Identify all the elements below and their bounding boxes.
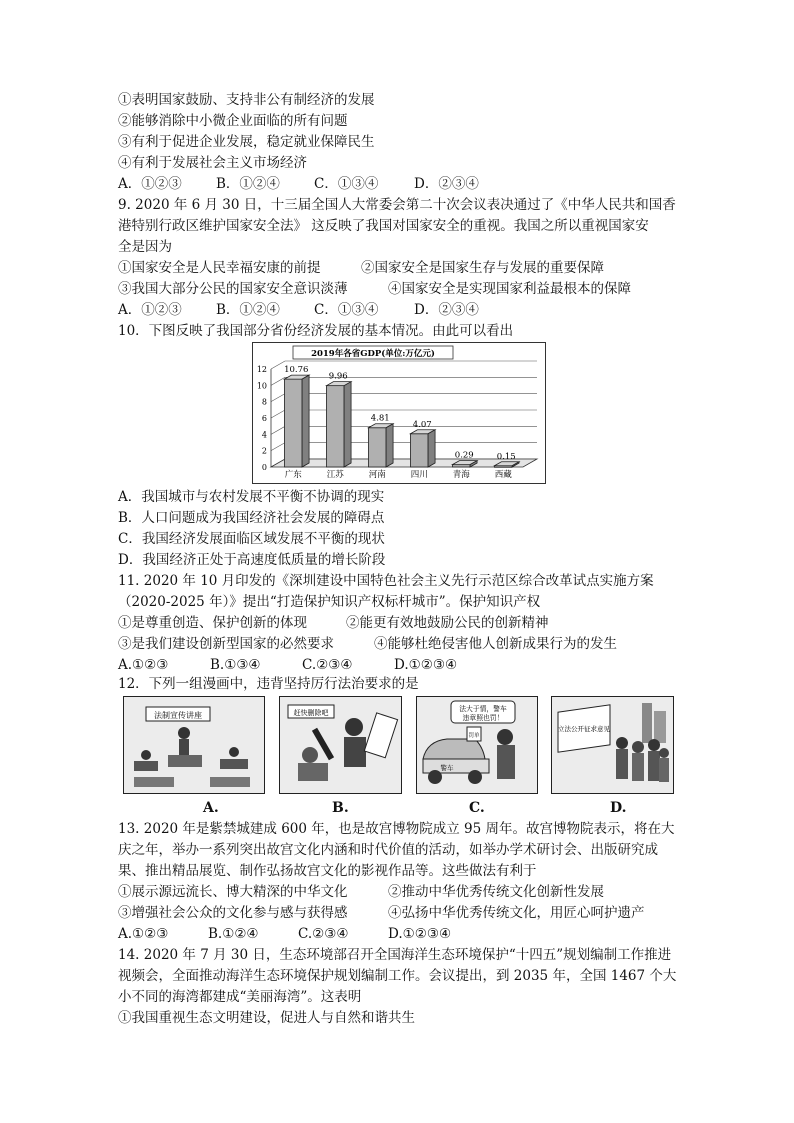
x-tick-label: 四川 <box>410 470 428 480</box>
q8-statement-1: ①表明国家鼓励、支持非公有制经济的发展 <box>118 92 375 108</box>
value-label: 10.76 <box>284 365 309 376</box>
bar <box>410 430 435 467</box>
cartoon-b-drawing <box>280 697 401 793</box>
q14-stem-line-2: 视频会，全面推动海洋生态环境保护规划编制工作。会议提出，到 2035 年，全国 1467 个大 <box>118 968 677 984</box>
q13-stem-line-1: 13. 2020 年是紫禁城建成 600 年，也是故宫博物院成立 95 周年。故宫博物院表示，将在大 <box>118 821 675 837</box>
cartoon-c <box>416 696 538 794</box>
bar-side <box>344 382 351 467</box>
q8-option-c: C．①③④ <box>314 176 379 192</box>
q11-stem-line-2: （2020-2025 年）》提出“打造保护知识产权标杆城市”。保护知识产权 <box>118 594 541 610</box>
bar-front <box>284 379 302 467</box>
bar-side <box>386 424 393 467</box>
bar <box>368 424 393 467</box>
x-tick-label: 青海 <box>452 470 470 480</box>
cartoon-c-car-label: 警车 <box>440 764 454 772</box>
cartoon-c-ticket-label: 罚单 <box>468 733 480 739</box>
cartoon-a-drawing <box>124 697 264 793</box>
y-tick-label: 2 <box>261 446 267 456</box>
bar <box>284 375 309 467</box>
cartoon-b-label: B. <box>332 800 349 816</box>
grid-line <box>271 410 537 418</box>
q9-statement-3: ③我国大部分公民的国家安全意识淡薄 <box>118 281 348 297</box>
q13-statements-row-1 <box>118 883 604 901</box>
q9-option-d: D．②③④ <box>414 302 479 318</box>
q11-option-d: D.①②③④ <box>394 657 458 673</box>
y-tick-label: 4 <box>261 430 267 440</box>
q9-stem-line-2: 港特别行政区维护国家安全法》 这反映了我国对国家安全的重视。我国之所以重视国家安 <box>118 218 649 234</box>
q13-option-b: B.①②④ <box>208 926 259 942</box>
q14-stem-line-3: 小不同的海湾都建成“美丽海湾”。这表明 <box>118 989 362 1005</box>
bar-side <box>428 430 435 467</box>
q11-option-c: C.②③④ <box>302 657 353 673</box>
q9-option-a: A．①②③ <box>118 302 182 318</box>
cartoon-c-label: C. <box>469 800 485 816</box>
cartoon-a-label: A. <box>203 800 219 816</box>
q8-option-a: A．①②③ <box>118 176 182 192</box>
q9-stem-line-1: 9. 2020 年 6 月 30 日，十三届全国人大常委会第二十次会议表决通过了《中华人民共和国香 <box>118 197 676 213</box>
cartoon-d-label: D. <box>610 800 627 816</box>
bar-front <box>368 428 386 467</box>
y-tick-label: 12 <box>256 365 267 374</box>
q13-option-d: D.①②③④ <box>388 926 452 942</box>
q10-option-c: C．我国经济发展面临区域发展不平衡的现状 <box>118 531 385 547</box>
grid-line <box>271 361 537 369</box>
q14-stem-line-1: 14. 2020 年 7 月 30 日，生态环境部召开全国海洋生态环境保护“十四五”规划编制工作推进 <box>118 947 672 963</box>
q8-statement-3: ③有利于促进企业发展，稳定就业保障民生 <box>118 134 375 150</box>
q11-statement-2: ②能更有效地鼓励公民的创新精神 <box>346 615 549 631</box>
q8-statement-2: ②能够消除中小微企业面临的所有问题 <box>118 113 348 129</box>
q13-stem-line-2: 庆之年，举办一系列突出故宫文化内涵和时代价值的活动，如举办学术研讨会、出版研究成 <box>118 842 658 858</box>
q9-options <box>118 301 479 319</box>
y-tick-label: 8 <box>261 397 267 407</box>
q12-stem: 12．下列一组漫画中，违背坚持厉行法治要求的是 <box>118 676 419 692</box>
cartoon-a-sign: 法制宣传讲座 <box>154 711 202 720</box>
q11-option-b: B.①③④ <box>210 657 261 673</box>
cartoon-c-bubble-line-1: 法大于情，警车 <box>459 705 507 713</box>
q11-statement-1: ①是尊重创造、保护创新的体现 <box>118 615 307 631</box>
q9-statement-1: ①国家安全是人民幸福安康的前提 <box>118 260 321 276</box>
x-tick-label: 西藏 <box>494 470 512 480</box>
gdp-chart <box>252 342 546 484</box>
value-label: 4.81 <box>370 413 390 424</box>
q13-options <box>118 925 451 943</box>
grid-line <box>271 394 537 402</box>
cartoon-d-drawing <box>552 697 673 793</box>
grid-line <box>271 426 537 434</box>
q9-statement-2: ②国家安全是国家生存与发展的重要保障 <box>361 260 604 276</box>
q13-statements-row-2 <box>118 904 645 922</box>
q11-options <box>118 656 457 674</box>
x-tick-label: 广东 <box>284 470 302 480</box>
q8-option-d: D．②③④ <box>414 176 479 192</box>
q9-option-b: B．①②④ <box>216 302 280 318</box>
q11-statement-3: ③是我们建设创新型国家的必然要求 <box>118 636 334 652</box>
y-tick-label: 0 <box>261 463 267 472</box>
q9-statement-4: ④国家安全是实现国家利益最根本的保障 <box>388 281 631 297</box>
y-tick-label: 6 <box>261 414 267 423</box>
chart-x-ticks <box>285 469 513 480</box>
q8-options <box>118 175 479 193</box>
q13-stem-line-3: 果、推出精品展览、制作弘扬故宫文化的影视作品等。这些做法有利于 <box>118 863 537 879</box>
x-tick-label: 河南 <box>368 470 386 480</box>
q10-option-d: D．我国经济正处于高速度低质量的增长阶段 <box>118 552 386 568</box>
chart-y-ticks <box>257 365 267 472</box>
chart-title: 2019年各省GDP(单位:万亿元) <box>311 349 435 359</box>
grid-line <box>271 443 537 451</box>
q8-statement-4: ④有利于发展社会主义市场经济 <box>118 155 307 171</box>
value-label: 0.29 <box>454 450 474 461</box>
value-label: 4.07 <box>412 419 432 430</box>
q9-stem-line-3: 全是因为 <box>118 239 172 255</box>
chart-bars <box>284 375 519 467</box>
officer-figure <box>345 718 363 736</box>
y-tick-label: 10 <box>256 381 267 391</box>
value-label: 9.96 <box>328 371 348 382</box>
q13-statement-3: ③增强社会公众的文化参与感与获得感 <box>118 905 348 921</box>
traffic-officer-figure <box>497 729 513 745</box>
cartoon-b-sign: 赶快删除吧 <box>293 709 329 717</box>
x-tick-label: 江苏 <box>326 470 344 480</box>
q10-option-b: B．人口问题成为我国经济社会发展的障碍点 <box>118 510 385 526</box>
lecturer-figure <box>178 727 190 739</box>
q8-option-b: B．①②④ <box>216 176 280 192</box>
bar-front <box>410 434 428 467</box>
q13-statement-4: ④弘扬中华优秀传统文化，用匠心呵护遗产 <box>388 905 645 921</box>
cartoon-d <box>551 696 674 794</box>
q9-option-c: C．①③④ <box>314 302 379 318</box>
cartoon-c-bubble-line-2: 违章照也罚！ <box>462 714 504 722</box>
cartoon-b <box>279 696 402 794</box>
q11-statement-4: ④能够杜绝侵害他人创新成果行为的发生 <box>374 636 617 652</box>
q13-statement-1: ①展示源远流长、博大精深的中华文化 <box>118 884 348 900</box>
bar-side <box>302 375 309 467</box>
q10-option-a: A．我国城市与农村发展不平衡不协调的现实 <box>118 489 385 505</box>
q11-statements-row-1 <box>118 614 549 632</box>
cartoon-a <box>123 696 265 794</box>
cartoon-c-drawing <box>417 697 537 793</box>
q13-statement-2: ②推动中华优秀传统文化创新性发展 <box>388 884 604 900</box>
gdp-chart-svg <box>253 343 545 483</box>
q14-statement-1: ①我国重视生态文明建设，促进人与自然和谐共生 <box>118 1010 415 1026</box>
cartoon-d-sign: 立法公开征求意见 <box>558 725 610 733</box>
grid-line <box>271 377 537 385</box>
q9-statements-row-2 <box>118 280 631 298</box>
q11-option-a: A.①②③ <box>118 657 169 673</box>
bar-front <box>326 386 344 467</box>
q13-option-a: A.①②③ <box>118 926 169 942</box>
q11-statements-row-2 <box>118 635 617 653</box>
q13-option-c: C.②③④ <box>298 926 349 942</box>
q9-statements-row-1 <box>118 259 604 277</box>
q11-stem-line-1: 11. 2020 年 10 月印发的《深圳建设中国特色社会主义先行示范区综合改革试点实施方案 <box>118 573 654 589</box>
value-label: 0.15 <box>496 451 516 462</box>
chart-value-labels <box>284 365 516 462</box>
q10-stem: 10．下图反映了我国部分省份经济发展的基本情况。由此可以看出 <box>118 323 514 339</box>
bar <box>326 382 351 467</box>
